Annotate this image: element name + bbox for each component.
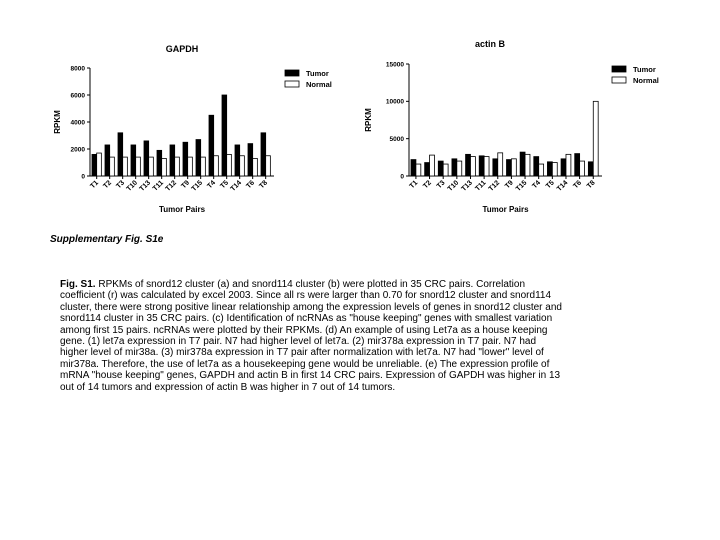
- caption-line: higher level of mir38a. (3) mir378a expression in T7 pair after normalization with let7a. N7 had "lower" level of: [60, 347, 544, 359]
- actin-b-bar-tumor: [452, 159, 457, 176]
- actin-b-bar-tumor: [438, 161, 443, 176]
- gapdh-bar-tumor: [118, 133, 123, 176]
- gapdh-legend-swatch-normal: [285, 81, 299, 87]
- gapdh-y-axis-label: RPKM: [53, 110, 62, 134]
- actin-b-y-tick-label: 0: [400, 173, 404, 181]
- gapdh-chart-title: GAPDH: [165, 44, 199, 54]
- caption-line: coefficient (r) was calculated by excel 2003. Since all rs were larger than 0.70 for snord12 cluster and snord114: [60, 290, 552, 302]
- actin-b-bar-normal: [484, 157, 489, 176]
- actin-b-x-tick-label: T8: [585, 179, 597, 191]
- actin-b-bar-normal: [470, 157, 475, 176]
- actin-b-bar-tumor: [534, 157, 539, 176]
- actin-b-bar-normal: [443, 164, 448, 176]
- gapdh-bar-normal: [240, 156, 245, 176]
- gapdh-x-tick-label: T5: [219, 179, 231, 191]
- actin-b-x-tick-label: T2: [422, 179, 433, 191]
- actin-b-bar-tumor: [588, 162, 593, 176]
- actin-b-bar-normal: [498, 153, 503, 176]
- actin-b-bar-normal: [552, 163, 557, 176]
- actin-b-bar-normal: [416, 164, 421, 176]
- actin-b-legend-label-tumor: Tumor: [633, 65, 656, 74]
- gapdh-y-tick-label: 6000: [70, 92, 85, 100]
- gapdh-bar-normal: [227, 154, 232, 176]
- caption-line: RPKMs of snord12 cluster (a) and snord114 cluster (b) were plotted in 35 CRC pairs. Correlation: [95, 279, 526, 290]
- actin-b-bar-tumor: [479, 156, 484, 176]
- actin-b-bar-tumor: [547, 162, 552, 176]
- caption-line: snord114 cluster in 35 CRC pairs. (c) Identification of ncRNAs as "house keeping" genes with smallest variation: [60, 313, 553, 325]
- actin-b-bar-tumor: [466, 154, 471, 176]
- gapdh-bar-normal: [110, 157, 115, 176]
- actin-b-y-axis-label: RPKM: [364, 108, 373, 132]
- actin-b-x-tick-label: T11: [474, 179, 488, 193]
- caption-lead: Fig. S1.: [60, 279, 96, 290]
- gapdh-bar-normal: [149, 157, 154, 176]
- actin-b-x-tick-label: T6: [572, 179, 584, 191]
- gapdh-x-tick-label: T6: [245, 179, 257, 191]
- gapdh-legend-label-normal: Normal: [306, 80, 332, 89]
- actin-b-x-tick-label: T4: [531, 179, 543, 191]
- gapdh-y-tick-label: 4000: [70, 119, 85, 127]
- gapdh-x-tick-label: T2: [102, 179, 114, 191]
- actin-b-x-tick-label: T9: [504, 179, 515, 191]
- actin-b-bar-tumor: [575, 154, 580, 176]
- gapdh-x-tick-label: T3: [115, 179, 127, 191]
- gapdh-x-tick-label: T15: [190, 179, 205, 193]
- actin-b-bar-tumor: [561, 159, 566, 176]
- figure-caption: [60, 279, 665, 393]
- gapdh-bar-normal: [97, 153, 102, 176]
- actin-b-legend-swatch-normal: [612, 77, 626, 83]
- gapdh-x-tick-label: T9: [180, 179, 192, 191]
- gapdh-bar-tumor: [222, 95, 227, 176]
- gapdh-x-axis-label: Tumor Pairs: [158, 205, 206, 214]
- gapdh-x-tick-label: T10: [125, 179, 140, 193]
- gapdh-legend-label-tumor: Tumor: [306, 69, 329, 78]
- gapdh-x-tick-label: T4: [206, 179, 218, 191]
- actin-b-chart-title: actin B: [474, 39, 506, 49]
- gapdh-bar-tumor: [170, 145, 175, 176]
- gapdh-legend-swatch-tumor: [285, 70, 299, 76]
- actin-b-bar-normal: [430, 155, 435, 176]
- gapdh-bar-normal: [175, 157, 180, 176]
- gapdh-bar-normal: [266, 156, 271, 176]
- actin-b-x-tick-label: T14: [555, 179, 570, 193]
- actin-b-x-tick-label: T1: [408, 179, 420, 191]
- gapdh-bar-normal: [201, 157, 206, 176]
- gapdh-bar-tumor: [144, 141, 149, 176]
- figure-label: Supplementary Fig. S1e: [50, 234, 164, 245]
- actin-b-x-tick-label: T15: [514, 179, 529, 193]
- actin-b-x-tick-label: T10: [446, 179, 461, 193]
- caption-line: gene. (1) let7a expression in T7 pair. N7 had higher level of let7a. (2) mir378a expression in T7 pair. N7 had: [60, 336, 537, 348]
- caption-line: mRNA "house keeping" genes, GAPDH and actin B in first 14 CRC pairs. Expression of GAPDH was higher in 13: [60, 370, 561, 382]
- actin-b-bar-tumor: [425, 163, 430, 176]
- actin-b-x-tick-label: T5: [545, 179, 556, 191]
- gapdh-x-tick-label: T1: [89, 179, 101, 191]
- gapdh-bar-tumor: [157, 150, 162, 176]
- caption-line: cluster, there were strong positive linear relationship among the expression levels of genes in snord12 cluster and: [60, 301, 562, 313]
- gapdh-bar-normal: [214, 156, 219, 176]
- caption-line: among first 15 pairs. ncRNAs were plotted by their RPKMs. (d) An example of using Let7a as a house keeping: [60, 324, 548, 336]
- actin-b-bar-normal: [539, 164, 544, 176]
- gapdh-y-tick-label: 2000: [70, 146, 85, 154]
- gapdh-bar-tumor: [131, 145, 136, 176]
- actin-b-x-tick-label: T13: [460, 179, 474, 193]
- gapdh-bar-tumor: [209, 115, 214, 176]
- actin-b-legend-swatch-tumor: [612, 66, 626, 72]
- gapdh-bar-normal: [188, 157, 193, 176]
- gapdh-y-tick-label: 0: [81, 173, 85, 181]
- gapdh-bar-normal: [123, 157, 128, 176]
- actin-b-x-axis-label: Tumor Pairs: [482, 205, 529, 214]
- actin-b-y-tick-label: 10000: [385, 98, 404, 106]
- gapdh-x-tick-label: T13: [138, 179, 153, 193]
- actin-b-bar-normal: [593, 101, 598, 176]
- actin-b-x-tick-label: T12: [487, 179, 502, 193]
- gapdh-bar-tumor: [261, 133, 266, 176]
- gapdh-x-tick-label: T11: [151, 179, 166, 193]
- actin-b-bar-tumor: [507, 160, 512, 176]
- caption-line: out of 14 tumors and expression of actin B was higher in 7 out of 14 tumors.: [60, 381, 396, 393]
- gapdh-bar-tumor: [92, 154, 97, 176]
- actin-b-bar-normal: [457, 161, 462, 176]
- gapdh-bar-tumor: [235, 145, 240, 176]
- actin-b-bar-normal: [511, 159, 516, 176]
- gapdh-bar-tumor: [105, 145, 110, 176]
- actin-b-y-tick-label: 5000: [389, 135, 404, 143]
- actin-b-bar-tumor: [493, 159, 498, 176]
- actin-b-x-tick-label: T3: [435, 179, 447, 191]
- gapdh-bar-normal: [162, 158, 167, 176]
- gapdh-bar-tumor: [196, 140, 201, 176]
- actin-b-y-tick-label: 15000: [385, 61, 404, 69]
- gapdh-bar-normal: [136, 157, 141, 176]
- gapdh-bar-tumor: [248, 144, 253, 176]
- actin-b-legend-label-normal: Normal: [633, 76, 659, 85]
- actin-b-bar-normal: [525, 154, 530, 176]
- gapdh-x-tick-label: T12: [164, 179, 179, 193]
- gapdh-y-tick-label: 8000: [70, 65, 85, 73]
- gapdh-bar-tumor: [183, 142, 188, 176]
- gapdh-bar-normal: [253, 158, 258, 176]
- actin-b-bar-tumor: [411, 160, 416, 176]
- actin-b-bar-normal: [580, 161, 585, 176]
- actin-b-bar-normal: [566, 154, 571, 176]
- actin-b-bar-tumor: [520, 152, 525, 176]
- gapdh-x-tick-label: T8: [258, 179, 270, 191]
- gapdh-x-tick-label: T14: [229, 179, 244, 193]
- caption-line: mir378a. Therefore, the use of let7a as a housekeeping gene would be unreliable. (e) The expression profile of: [60, 358, 550, 370]
